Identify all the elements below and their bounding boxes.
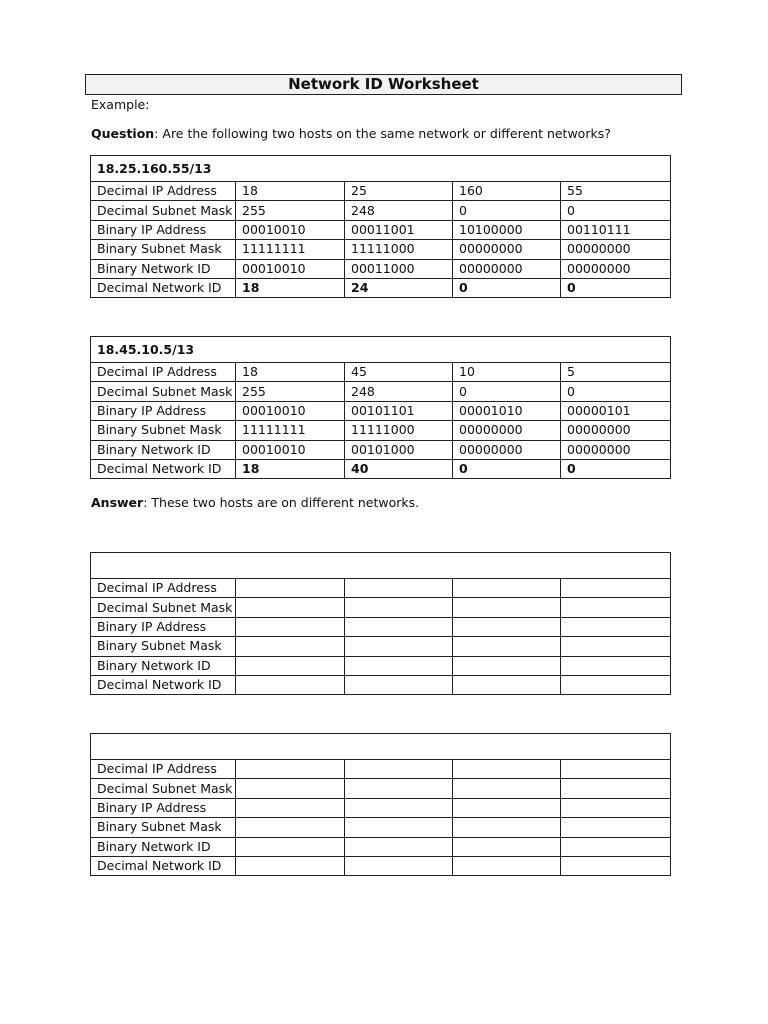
row-label: Decimal IP Address — [91, 182, 236, 201]
octet-cell: 00110111 — [561, 220, 671, 239]
octet-cell: 0 — [561, 459, 671, 478]
row-label: Decimal Network ID — [91, 675, 236, 694]
row-label: Decimal Subnet Mask — [91, 382, 236, 401]
octet-cell[interactable] — [453, 637, 561, 656]
table-row — [91, 278, 671, 297]
row-label: Decimal Subnet Mask — [91, 598, 236, 617]
octet-cell[interactable] — [561, 637, 671, 656]
octet-cell[interactable] — [236, 818, 345, 837]
octet-cell: 11111000 — [345, 240, 453, 259]
row-label: Binary IP Address — [91, 401, 236, 420]
octet-cell[interactable] — [345, 637, 453, 656]
octet-cell[interactable] — [236, 579, 345, 598]
octet-cell: 00000000 — [453, 440, 561, 459]
octet-cell: 18 — [236, 363, 345, 382]
octet-cell: 11111000 — [345, 421, 453, 440]
octet-cell[interactable] — [453, 798, 561, 817]
octet-cell[interactable] — [345, 856, 453, 875]
table-header[interactable] — [91, 734, 671, 760]
octet-cell: 18 — [236, 278, 345, 297]
row-label: Binary IP Address — [91, 220, 236, 239]
row-label: Decimal Subnet Mask — [91, 201, 236, 220]
octet-cell: 255 — [236, 382, 345, 401]
row-label: Binary Network ID — [91, 440, 236, 459]
table-row — [91, 675, 671, 694]
table-header: 18.25.160.55/13 — [91, 156, 671, 182]
octet-cell[interactable] — [453, 837, 561, 856]
table-row — [91, 363, 671, 382]
octet-cell[interactable] — [345, 760, 453, 779]
octet-cell: 00101000 — [345, 440, 453, 459]
table-row — [91, 182, 671, 201]
octet-cell[interactable] — [236, 760, 345, 779]
octet-cell: 11111111 — [236, 240, 345, 259]
octet-cell: 248 — [345, 382, 453, 401]
row-label: Binary Network ID — [91, 656, 236, 675]
octet-cell[interactable] — [345, 818, 453, 837]
octet-cell: 00001010 — [453, 401, 561, 420]
octet-cell: 25 — [345, 182, 453, 201]
worksheet-title: Network ID Worksheet — [85, 74, 682, 95]
octet-cell: 0 — [561, 278, 671, 297]
octet-cell[interactable] — [561, 617, 671, 636]
octet-cell: 24 — [345, 278, 453, 297]
table-row — [91, 798, 671, 817]
octet-cell: 5 — [561, 363, 671, 382]
table-row — [91, 598, 671, 617]
row-label: Binary Network ID — [91, 259, 236, 278]
octet-cell: 160 — [453, 182, 561, 201]
table-row — [91, 440, 671, 459]
octet-cell: 00000000 — [561, 440, 671, 459]
table-row — [91, 421, 671, 440]
octet-cell[interactable] — [453, 656, 561, 675]
worksheet-table-4-blank — [90, 733, 671, 876]
octet-cell: 0 — [561, 382, 671, 401]
octet-cell: 00011001 — [345, 220, 453, 239]
octet-cell[interactable] — [345, 798, 453, 817]
table-row — [91, 459, 671, 478]
row-label: Decimal IP Address — [91, 579, 236, 598]
octet-cell: 00010010 — [236, 259, 345, 278]
octet-cell[interactable] — [561, 818, 671, 837]
worksheet-table-2 — [90, 336, 671, 479]
octet-cell: 0 — [453, 201, 561, 220]
row-label: Decimal Network ID — [91, 459, 236, 478]
octet-cell[interactable] — [453, 779, 561, 798]
table-row — [91, 617, 671, 636]
row-label: Decimal Network ID — [91, 278, 236, 297]
table-row — [91, 401, 671, 420]
octet-cell[interactable] — [236, 837, 345, 856]
octet-cell: 10100000 — [453, 220, 561, 239]
table-row — [91, 818, 671, 837]
octet-cell[interactable] — [236, 798, 345, 817]
octet-cell: 0 — [561, 201, 671, 220]
table-row — [91, 259, 671, 278]
octet-cell: 255 — [236, 201, 345, 220]
row-label: Binary Subnet Mask — [91, 240, 236, 259]
octet-cell: 00000000 — [453, 421, 561, 440]
table-row — [91, 220, 671, 239]
octet-cell[interactable] — [236, 617, 345, 636]
row-label: Decimal Network ID — [91, 856, 236, 875]
octet-cell[interactable] — [236, 656, 345, 675]
octet-cell: 0 — [453, 278, 561, 297]
octet-cell[interactable] — [345, 675, 453, 694]
table-row — [91, 856, 671, 875]
worksheet-table-1 — [90, 155, 671, 298]
octet-cell[interactable] — [236, 598, 345, 617]
octet-cell[interactable] — [236, 856, 345, 875]
octet-cell[interactable] — [453, 617, 561, 636]
octet-cell[interactable] — [236, 779, 345, 798]
table-row — [91, 382, 671, 401]
answer-label: Answer — [91, 495, 144, 510]
octet-cell[interactable] — [345, 598, 453, 617]
row-label: Binary Subnet Mask — [91, 818, 236, 837]
table-header: 18.45.10.5/13 — [91, 337, 671, 363]
row-label: Binary Subnet Mask — [91, 637, 236, 656]
octet-cell: 18 — [236, 182, 345, 201]
table-row — [91, 837, 671, 856]
octet-cell[interactable] — [453, 598, 561, 617]
question-label: Question — [91, 126, 155, 141]
question-text: : Are the following two hosts on the same network or different networks? — [154, 126, 611, 141]
octet-cell[interactable] — [236, 637, 345, 656]
row-label: Binary Network ID — [91, 837, 236, 856]
row-label: Binary Subnet Mask — [91, 421, 236, 440]
octet-cell: 18 — [236, 459, 345, 478]
question-line — [91, 126, 611, 141]
octet-cell: 11111111 — [236, 421, 345, 440]
octet-cell[interactable] — [561, 675, 671, 694]
table-row — [91, 760, 671, 779]
octet-cell: 55 — [561, 182, 671, 201]
octet-cell: 10 — [453, 363, 561, 382]
row-label: Binary IP Address — [91, 617, 236, 636]
octet-cell[interactable] — [453, 818, 561, 837]
table-row — [91, 579, 671, 598]
octet-cell: 00011000 — [345, 259, 453, 278]
octet-cell[interactable] — [453, 675, 561, 694]
answer-line — [91, 495, 419, 510]
octet-cell[interactable] — [345, 837, 453, 856]
table-row — [91, 656, 671, 675]
octet-cell: 0 — [453, 459, 561, 478]
octet-cell[interactable] — [561, 856, 671, 875]
row-label: Decimal IP Address — [91, 363, 236, 382]
example-label: Example: — [91, 97, 150, 112]
octet-cell[interactable] — [561, 760, 671, 779]
octet-cell: 45 — [345, 363, 453, 382]
octet-cell[interactable] — [453, 579, 561, 598]
octet-cell[interactable] — [561, 779, 671, 798]
octet-cell[interactable] — [561, 598, 671, 617]
octet-cell[interactable] — [561, 798, 671, 817]
table-row — [91, 201, 671, 220]
row-label: Decimal IP Address — [91, 760, 236, 779]
octet-cell: 00101101 — [345, 401, 453, 420]
octet-cell[interactable] — [561, 656, 671, 675]
octet-cell: 0 — [453, 382, 561, 401]
table-header[interactable] — [91, 553, 671, 579]
octet-cell[interactable] — [345, 656, 453, 675]
table-row — [91, 240, 671, 259]
octet-cell[interactable] — [345, 617, 453, 636]
octet-cell[interactable] — [453, 856, 561, 875]
octet-cell: 00000101 — [561, 401, 671, 420]
row-label: Decimal Subnet Mask — [91, 779, 236, 798]
octet-cell: 00000000 — [561, 421, 671, 440]
table-row — [91, 637, 671, 656]
octet-cell[interactable] — [453, 760, 561, 779]
octet-cell: 00010010 — [236, 440, 345, 459]
octet-cell[interactable] — [345, 579, 453, 598]
octet-cell: 00010010 — [236, 220, 345, 239]
octet-cell: 00000000 — [561, 240, 671, 259]
table-row — [91, 779, 671, 798]
octet-cell: 00000000 — [561, 259, 671, 278]
answer-text: : These two hosts are on different networks. — [143, 495, 420, 510]
worksheet-table-3-blank — [90, 552, 671, 695]
octet-cell[interactable] — [236, 675, 345, 694]
octet-cell: 00010010 — [236, 401, 345, 420]
octet-cell[interactable] — [561, 579, 671, 598]
octet-cell: 00000000 — [453, 240, 561, 259]
octet-cell: 40 — [345, 459, 453, 478]
row-label: Binary IP Address — [91, 798, 236, 817]
octet-cell[interactable] — [561, 837, 671, 856]
octet-cell: 248 — [345, 201, 453, 220]
octet-cell[interactable] — [345, 779, 453, 798]
octet-cell: 00000000 — [453, 259, 561, 278]
